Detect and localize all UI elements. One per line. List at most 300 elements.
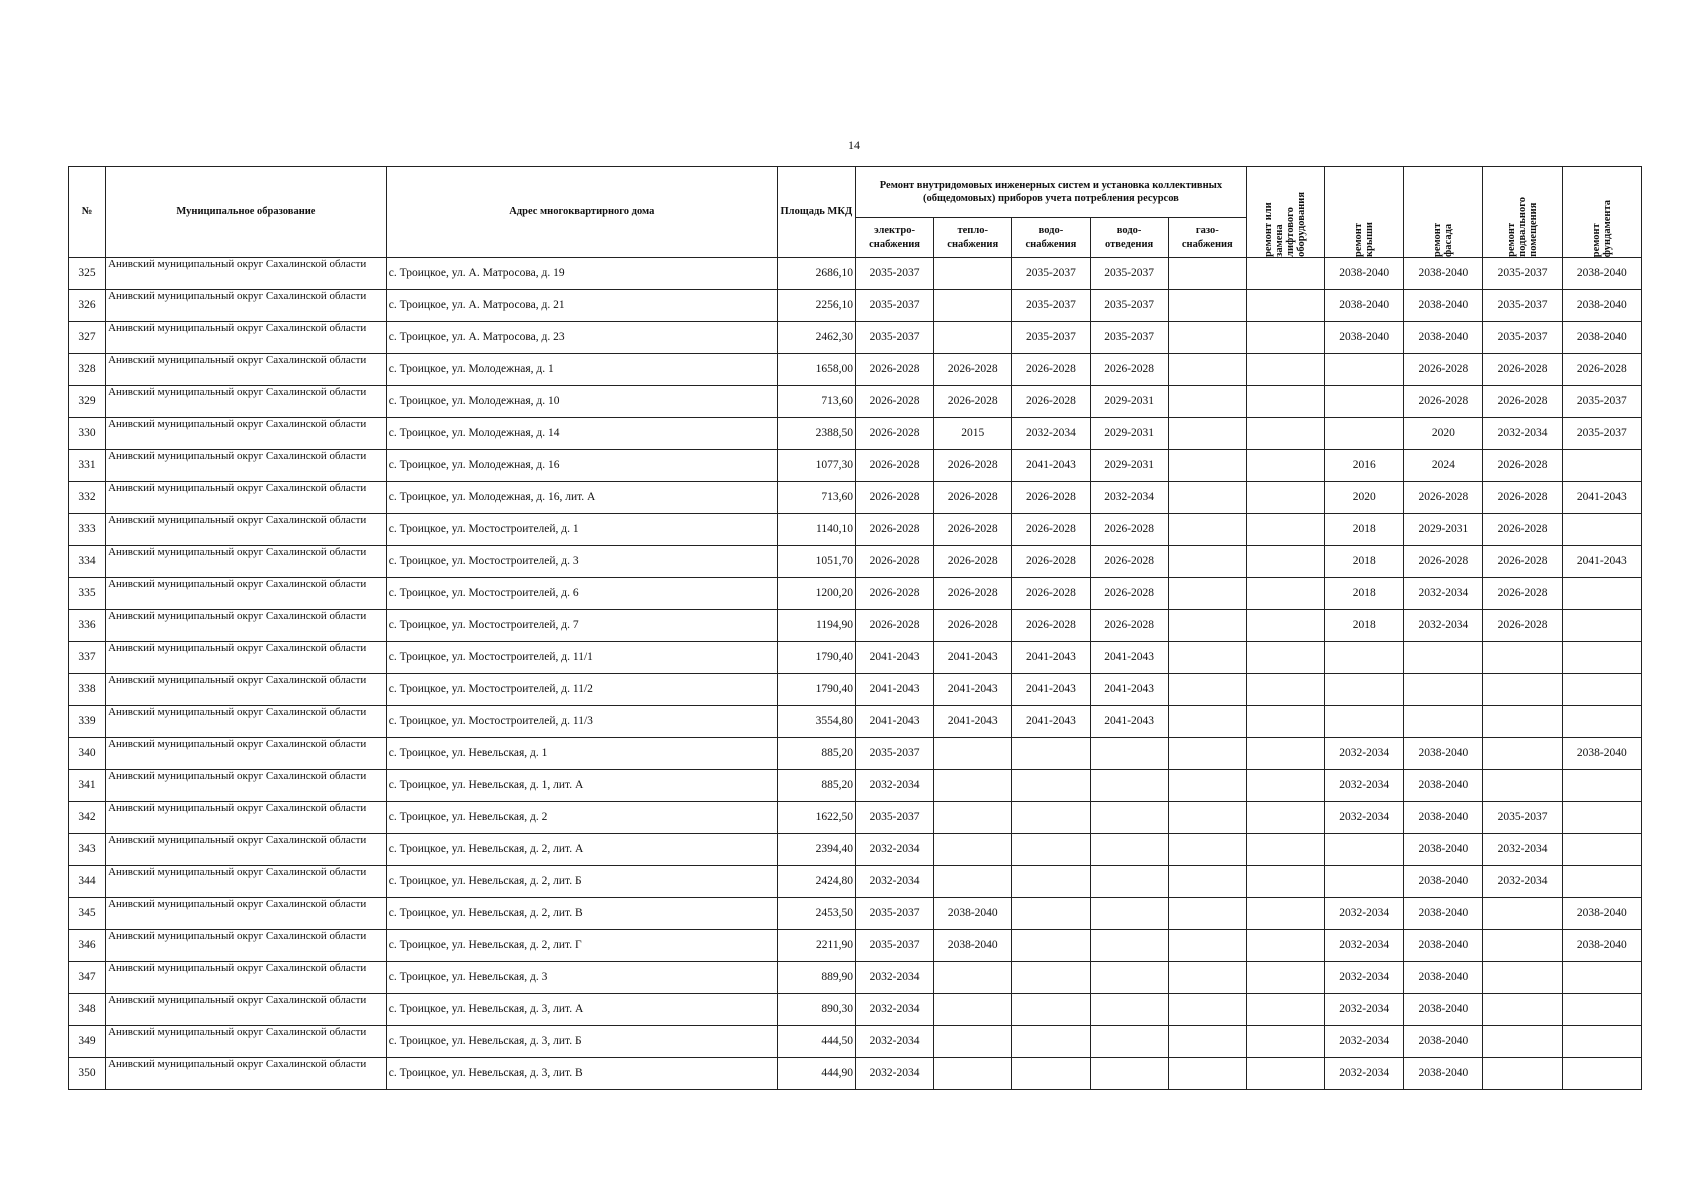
row-number: 330 [69,418,106,450]
col-header-facade [1404,167,1483,258]
address-cell: с. Троицкое, ул. А. Матросова, д. 23 [386,322,777,354]
col-header-drainage: водо- отведения [1090,218,1168,258]
drainage-cell: 2026-2028 [1090,578,1168,610]
area-cell: 1658,00 [777,354,855,386]
foundation-cell: 2041-2043 [1562,546,1641,578]
water-cell: 2035-2037 [1012,290,1090,322]
address-cell: с. Троицкое, ул. Мостостроителей, д. 11/1 [386,642,777,674]
water-cell [1012,962,1090,994]
foundation-cell: 2038-2040 [1562,322,1641,354]
gas-cell [1168,994,1246,1026]
drainage-cell: 2026-2028 [1090,354,1168,386]
basement-cell: 2026-2028 [1483,386,1562,418]
elevator-cell [1246,354,1324,386]
drainage-cell: 2032-2034 [1090,482,1168,514]
area-cell: 1200,20 [777,578,855,610]
roof-cell: 2032-2034 [1325,770,1404,802]
basement-cell [1483,1026,1562,1058]
basement-cell: 2026-2028 [1483,578,1562,610]
municipality-cell: Анивский муниципальный округ Сахалинской области [106,962,387,994]
water-cell: 2026-2028 [1012,482,1090,514]
foundation-cell: 2035-2037 [1562,386,1641,418]
municipality-cell: Анивский муниципальный округ Сахалинской области [106,450,387,482]
roof-cell: 2038-2040 [1325,258,1404,290]
roof-cell: 2032-2034 [1325,962,1404,994]
elevator-cell [1246,674,1324,706]
facade-cell: 2038-2040 [1404,866,1483,898]
basement-cell [1483,674,1562,706]
water-cell [1012,994,1090,1026]
row-number: 347 [69,962,106,994]
heat-cell: 2026-2028 [934,482,1012,514]
roof-cell: 2020 [1325,482,1404,514]
col-header-municipality: Муниципальное образование [106,167,387,258]
table-body [69,258,1642,1090]
address-cell: с. Троицкое, ул. Мостостроителей, д. 11/3 [386,706,777,738]
table-row [69,898,1642,930]
address-cell: с. Троицкое, ул. А. Матросова, д. 21 [386,290,777,322]
elevator-cell [1246,290,1324,322]
table-row [69,450,1642,482]
heat-cell [934,834,1012,866]
col-header-foundation [1562,167,1641,258]
electricity-cell: 2032-2034 [855,1058,933,1090]
gas-cell [1168,322,1246,354]
row-number: 329 [69,386,106,418]
municipality-cell: Анивский муниципальный округ Сахалинской области [106,642,387,674]
municipality-cell: Анивский муниципальный округ Сахалинской области [106,770,387,802]
foundation-cell [1562,706,1641,738]
heat-cell: 2026-2028 [934,450,1012,482]
gas-cell [1168,482,1246,514]
heat-cell [934,962,1012,994]
heat-cell: 2041-2043 [934,706,1012,738]
municipality-cell: Анивский муниципальный округ Сахалинской области [106,258,387,290]
foundation-cell [1562,1026,1641,1058]
address-cell: с. Троицкое, ул. Молодежная, д. 16 [386,450,777,482]
table-row [69,482,1642,514]
electricity-cell: 2035-2037 [855,322,933,354]
elevator-cell [1246,1026,1324,1058]
basement-cell: 2026-2028 [1483,546,1562,578]
municipality-cell: Анивский муниципальный округ Сахалинской области [106,482,387,514]
water-cell [1012,770,1090,802]
col-header-facade-label: ремонт фасада [1432,223,1455,257]
electricity-cell: 2026-2028 [855,450,933,482]
table-row [69,834,1642,866]
heat-cell [934,1026,1012,1058]
gas-cell [1168,546,1246,578]
gas-cell [1168,674,1246,706]
heat-cell: 2038-2040 [934,930,1012,962]
address-cell: с. Троицкое, ул. Невельская, д. 3, лит. Б [386,1026,777,1058]
area-cell: 1051,70 [777,546,855,578]
col-header-gas: газо- снабжения [1168,218,1246,258]
facade-cell: 2026-2028 [1404,482,1483,514]
gas-cell [1168,418,1246,450]
drainage-cell: 2035-2037 [1090,322,1168,354]
row-number: 341 [69,770,106,802]
roof-cell: 2032-2034 [1325,930,1404,962]
gas-cell [1168,898,1246,930]
foundation-cell [1562,514,1641,546]
roof-cell [1325,354,1404,386]
area-cell: 2424,80 [777,866,855,898]
basement-cell: 2032-2034 [1483,866,1562,898]
gas-cell [1168,738,1246,770]
basement-cell [1483,930,1562,962]
table-row [69,674,1642,706]
foundation-cell [1562,578,1641,610]
drainage-cell: 2026-2028 [1090,514,1168,546]
area-cell: 885,20 [777,770,855,802]
drainage-cell: 2041-2043 [1090,706,1168,738]
municipality-cell: Анивский муниципальный округ Сахалинской области [106,1026,387,1058]
municipality-cell: Анивский муниципальный округ Сахалинской области [106,290,387,322]
water-cell [1012,802,1090,834]
facade-cell: 2024 [1404,450,1483,482]
foundation-cell: 2038-2040 [1562,290,1641,322]
municipality-cell: Анивский муниципальный округ Сахалинской области [106,706,387,738]
elevator-cell [1246,418,1324,450]
foundation-cell [1562,610,1641,642]
elevator-cell [1246,482,1324,514]
foundation-cell [1562,674,1641,706]
water-cell: 2026-2028 [1012,578,1090,610]
foundation-cell [1562,962,1641,994]
municipality-cell: Анивский муниципальный округ Сахалинской области [106,578,387,610]
row-number: 331 [69,450,106,482]
heat-cell [934,994,1012,1026]
gas-cell [1168,514,1246,546]
row-number: 343 [69,834,106,866]
gas-cell [1168,1058,1246,1090]
heat-cell: 2041-2043 [934,642,1012,674]
gas-cell [1168,706,1246,738]
table-row [69,386,1642,418]
header-row [69,167,1642,218]
table-row [69,1026,1642,1058]
roof-cell: 2018 [1325,514,1404,546]
address-cell: с. Троицкое, ул. Молодежная, д. 14 [386,418,777,450]
facade-cell: 2038-2040 [1404,1058,1483,1090]
electricity-cell: 2032-2034 [855,962,933,994]
foundation-cell [1562,866,1641,898]
address-cell: с. Троицкое, ул. Невельская, д. 2 [386,802,777,834]
col-header-area: Площадь МКД [777,167,855,258]
elevator-cell [1246,802,1324,834]
drainage-cell [1090,930,1168,962]
roof-cell: 2018 [1325,546,1404,578]
col-header-heat: тепло- снабжения [934,218,1012,258]
table-row [69,738,1642,770]
elevator-cell [1246,994,1324,1026]
facade-cell [1404,642,1483,674]
heat-cell [934,1058,1012,1090]
municipality-cell: Анивский муниципальный округ Сахалинской области [106,898,387,930]
water-cell [1012,930,1090,962]
gas-cell [1168,258,1246,290]
facade-cell: 2032-2034 [1404,578,1483,610]
heat-cell: 2026-2028 [934,386,1012,418]
address-cell: с. Троицкое, ул. Невельская, д. 1 [386,738,777,770]
municipality-cell: Анивский муниципальный округ Сахалинской области [106,546,387,578]
col-header-roof [1325,167,1404,258]
facade-cell [1404,706,1483,738]
gas-cell [1168,930,1246,962]
row-number: 325 [69,258,106,290]
electricity-cell: 2026-2028 [855,386,933,418]
facade-cell: 2026-2028 [1404,546,1483,578]
table-row [69,642,1642,674]
drainage-cell: 2026-2028 [1090,610,1168,642]
water-cell: 2041-2043 [1012,642,1090,674]
address-cell: с. Троицкое, ул. Невельская, д. 3, лит. В [386,1058,777,1090]
address-cell: с. Троицкое, ул. Невельская, д. 2, лит. А [386,834,777,866]
water-cell: 2026-2028 [1012,386,1090,418]
electricity-cell: 2035-2037 [855,738,933,770]
water-cell: 2026-2028 [1012,514,1090,546]
elevator-cell [1246,738,1324,770]
water-cell [1012,866,1090,898]
table-row [69,962,1642,994]
table-row [69,290,1642,322]
elevator-cell [1246,514,1324,546]
electricity-cell: 2026-2028 [855,610,933,642]
table-row [69,578,1642,610]
gas-cell [1168,866,1246,898]
area-cell: 885,20 [777,738,855,770]
facade-cell: 2038-2040 [1404,930,1483,962]
electricity-cell: 2041-2043 [855,642,933,674]
address-cell: с. Троицкое, ул. Молодежная, д. 10 [386,386,777,418]
row-number: 333 [69,514,106,546]
electricity-cell: 2035-2037 [855,930,933,962]
drainage-cell [1090,1058,1168,1090]
electricity-cell: 2026-2028 [855,354,933,386]
address-cell: с. Троицкое, ул. Мостостроителей, д. 7 [386,610,777,642]
col-header-foundation-label: ремонт фундамента [1590,199,1613,257]
electricity-cell: 2035-2037 [855,802,933,834]
col-header-basement-label: ремонт подвального помещения [1506,197,1540,257]
area-cell: 713,60 [777,482,855,514]
address-cell: с. Троицкое, ул. Мостостроителей, д. 1 [386,514,777,546]
drainage-cell [1090,1026,1168,1058]
basement-cell: 2026-2028 [1483,514,1562,546]
elevator-cell [1246,322,1324,354]
electricity-cell: 2026-2028 [855,578,933,610]
water-cell [1012,1026,1090,1058]
facade-cell: 2038-2040 [1404,258,1483,290]
basement-cell: 2035-2037 [1483,258,1562,290]
address-cell: с. Троицкое, ул. Невельская, д. 2, лит. В [386,898,777,930]
facade-cell: 2038-2040 [1404,834,1483,866]
basement-cell [1483,770,1562,802]
basement-cell [1483,1058,1562,1090]
drainage-cell: 2026-2028 [1090,546,1168,578]
row-number: 332 [69,482,106,514]
gas-cell [1168,610,1246,642]
address-cell: с. Троицкое, ул. Мостостроителей, д. 6 [386,578,777,610]
address-cell: с. Троицкое, ул. Молодежная, д. 1 [386,354,777,386]
roof-cell: 2018 [1325,610,1404,642]
col-header-elevator [1246,167,1324,258]
heat-cell: 2026-2028 [934,578,1012,610]
basement-cell: 2035-2037 [1483,322,1562,354]
municipality-cell: Анивский муниципальный округ Сахалинской области [106,674,387,706]
municipality-cell: Анивский муниципальный округ Сахалинской области [106,866,387,898]
foundation-cell [1562,1058,1641,1090]
table-row [69,994,1642,1026]
drainage-cell [1090,898,1168,930]
col-header-electricity: электро- снабжения [855,218,933,258]
drainage-cell: 2041-2043 [1090,642,1168,674]
elevator-cell [1246,706,1324,738]
table-row [69,802,1642,834]
roof-cell [1325,642,1404,674]
foundation-cell [1562,834,1641,866]
table-row [69,770,1642,802]
basement-cell: 2026-2028 [1483,354,1562,386]
facade-cell: 2026-2028 [1404,386,1483,418]
drainage-cell: 2029-2031 [1090,450,1168,482]
area-cell: 444,90 [777,1058,855,1090]
row-number: 335 [69,578,106,610]
drainage-cell [1090,962,1168,994]
address-cell: с. Троицкое, ул. Мостостроителей, д. 3 [386,546,777,578]
basement-cell: 2032-2034 [1483,418,1562,450]
facade-cell: 2026-2028 [1404,354,1483,386]
foundation-cell: 2038-2040 [1562,898,1641,930]
heat-cell [934,738,1012,770]
municipality-cell: Анивский муниципальный округ Сахалинской области [106,994,387,1026]
drainage-cell: 2029-2031 [1090,418,1168,450]
drainage-cell [1090,834,1168,866]
elevator-cell [1246,386,1324,418]
facade-cell [1404,674,1483,706]
heat-cell: 2026-2028 [934,354,1012,386]
area-cell: 2394,40 [777,834,855,866]
foundation-cell: 2026-2028 [1562,354,1641,386]
roof-cell: 2038-2040 [1325,322,1404,354]
drainage-cell: 2035-2037 [1090,258,1168,290]
col-header-address: Адрес многоквартирного дома [386,167,777,258]
table-row [69,258,1642,290]
electricity-cell: 2041-2043 [855,706,933,738]
area-cell: 1077,30 [777,450,855,482]
elevator-cell [1246,834,1324,866]
water-cell [1012,738,1090,770]
roof-cell: 2032-2034 [1325,994,1404,1026]
heat-cell: 2026-2028 [934,514,1012,546]
roof-cell [1325,706,1404,738]
table-row [69,546,1642,578]
heat-cell [934,322,1012,354]
roof-cell [1325,834,1404,866]
foundation-cell [1562,770,1641,802]
roof-cell: 2032-2034 [1325,898,1404,930]
water-cell: 2041-2043 [1012,706,1090,738]
facade-cell: 2038-2040 [1404,770,1483,802]
row-number: 348 [69,994,106,1026]
drainage-cell [1090,866,1168,898]
roof-cell [1325,418,1404,450]
drainage-cell: 2029-2031 [1090,386,1168,418]
electricity-cell: 2041-2043 [855,674,933,706]
gas-cell [1168,578,1246,610]
row-number: 327 [69,322,106,354]
elevator-cell [1246,546,1324,578]
facade-cell: 2038-2040 [1404,962,1483,994]
col-header-systems-group: Ремонт внутридомовых инженерных систем и установка коллективных (общедомовых) приборов учета потребления ресурсов [855,167,1246,218]
elevator-cell [1246,898,1324,930]
water-cell: 2041-2043 [1012,450,1090,482]
basement-cell: 2035-2037 [1483,802,1562,834]
basement-cell: 2026-2028 [1483,610,1562,642]
electricity-cell: 2032-2034 [855,1026,933,1058]
elevator-cell [1246,1058,1324,1090]
gas-cell [1168,386,1246,418]
row-number: 342 [69,802,106,834]
elevator-cell [1246,610,1324,642]
roof-cell: 2032-2034 [1325,738,1404,770]
address-cell: с. Троицкое, ул. Невельская, д. 3 [386,962,777,994]
facade-cell: 2020 [1404,418,1483,450]
electricity-cell: 2035-2037 [855,258,933,290]
address-cell: с. Троицкое, ул. Невельская, д. 2, лит. Г [386,930,777,962]
area-cell: 2388,50 [777,418,855,450]
foundation-cell [1562,994,1641,1026]
elevator-cell [1246,258,1324,290]
roof-cell [1325,386,1404,418]
water-cell: 2026-2028 [1012,354,1090,386]
foundation-cell: 2038-2040 [1562,258,1641,290]
foundation-cell: 2041-2043 [1562,482,1641,514]
drainage-cell [1090,994,1168,1026]
address-cell: с. Троицкое, ул. Невельская, д. 3, лит. А [386,994,777,1026]
address-cell: с. Троицкое, ул. Невельская, д. 2, лит. Б [386,866,777,898]
foundation-cell [1562,450,1641,482]
drainage-cell [1090,738,1168,770]
electricity-cell: 2026-2028 [855,482,933,514]
facade-cell: 2029-2031 [1404,514,1483,546]
repair-program-table [68,166,1642,1090]
row-number: 334 [69,546,106,578]
municipality-cell: Анивский муниципальный округ Сахалинской области [106,386,387,418]
area-cell: 1790,40 [777,642,855,674]
col-header-elevator-label: ремонт или замена лифтового оборудования [1263,192,1308,257]
gas-cell [1168,450,1246,482]
gas-cell [1168,354,1246,386]
page-number: 14 [848,138,860,152]
roof-cell: 2032-2034 [1325,802,1404,834]
electricity-cell: 2035-2037 [855,290,933,322]
facade-cell: 2038-2040 [1404,802,1483,834]
municipality-cell: Анивский муниципальный округ Сахалинской области [106,514,387,546]
basement-cell: 2035-2037 [1483,290,1562,322]
table-row [69,930,1642,962]
heat-cell: 2038-2040 [934,898,1012,930]
area-cell: 444,50 [777,1026,855,1058]
municipality-cell: Анивский муниципальный округ Сахалинской области [106,930,387,962]
row-number: 339 [69,706,106,738]
municipality-cell: Анивский муниципальный округ Сахалинской области [106,418,387,450]
row-number: 328 [69,354,106,386]
row-number: 350 [69,1058,106,1090]
gas-cell [1168,802,1246,834]
basement-cell: 2032-2034 [1483,834,1562,866]
roof-cell [1325,674,1404,706]
